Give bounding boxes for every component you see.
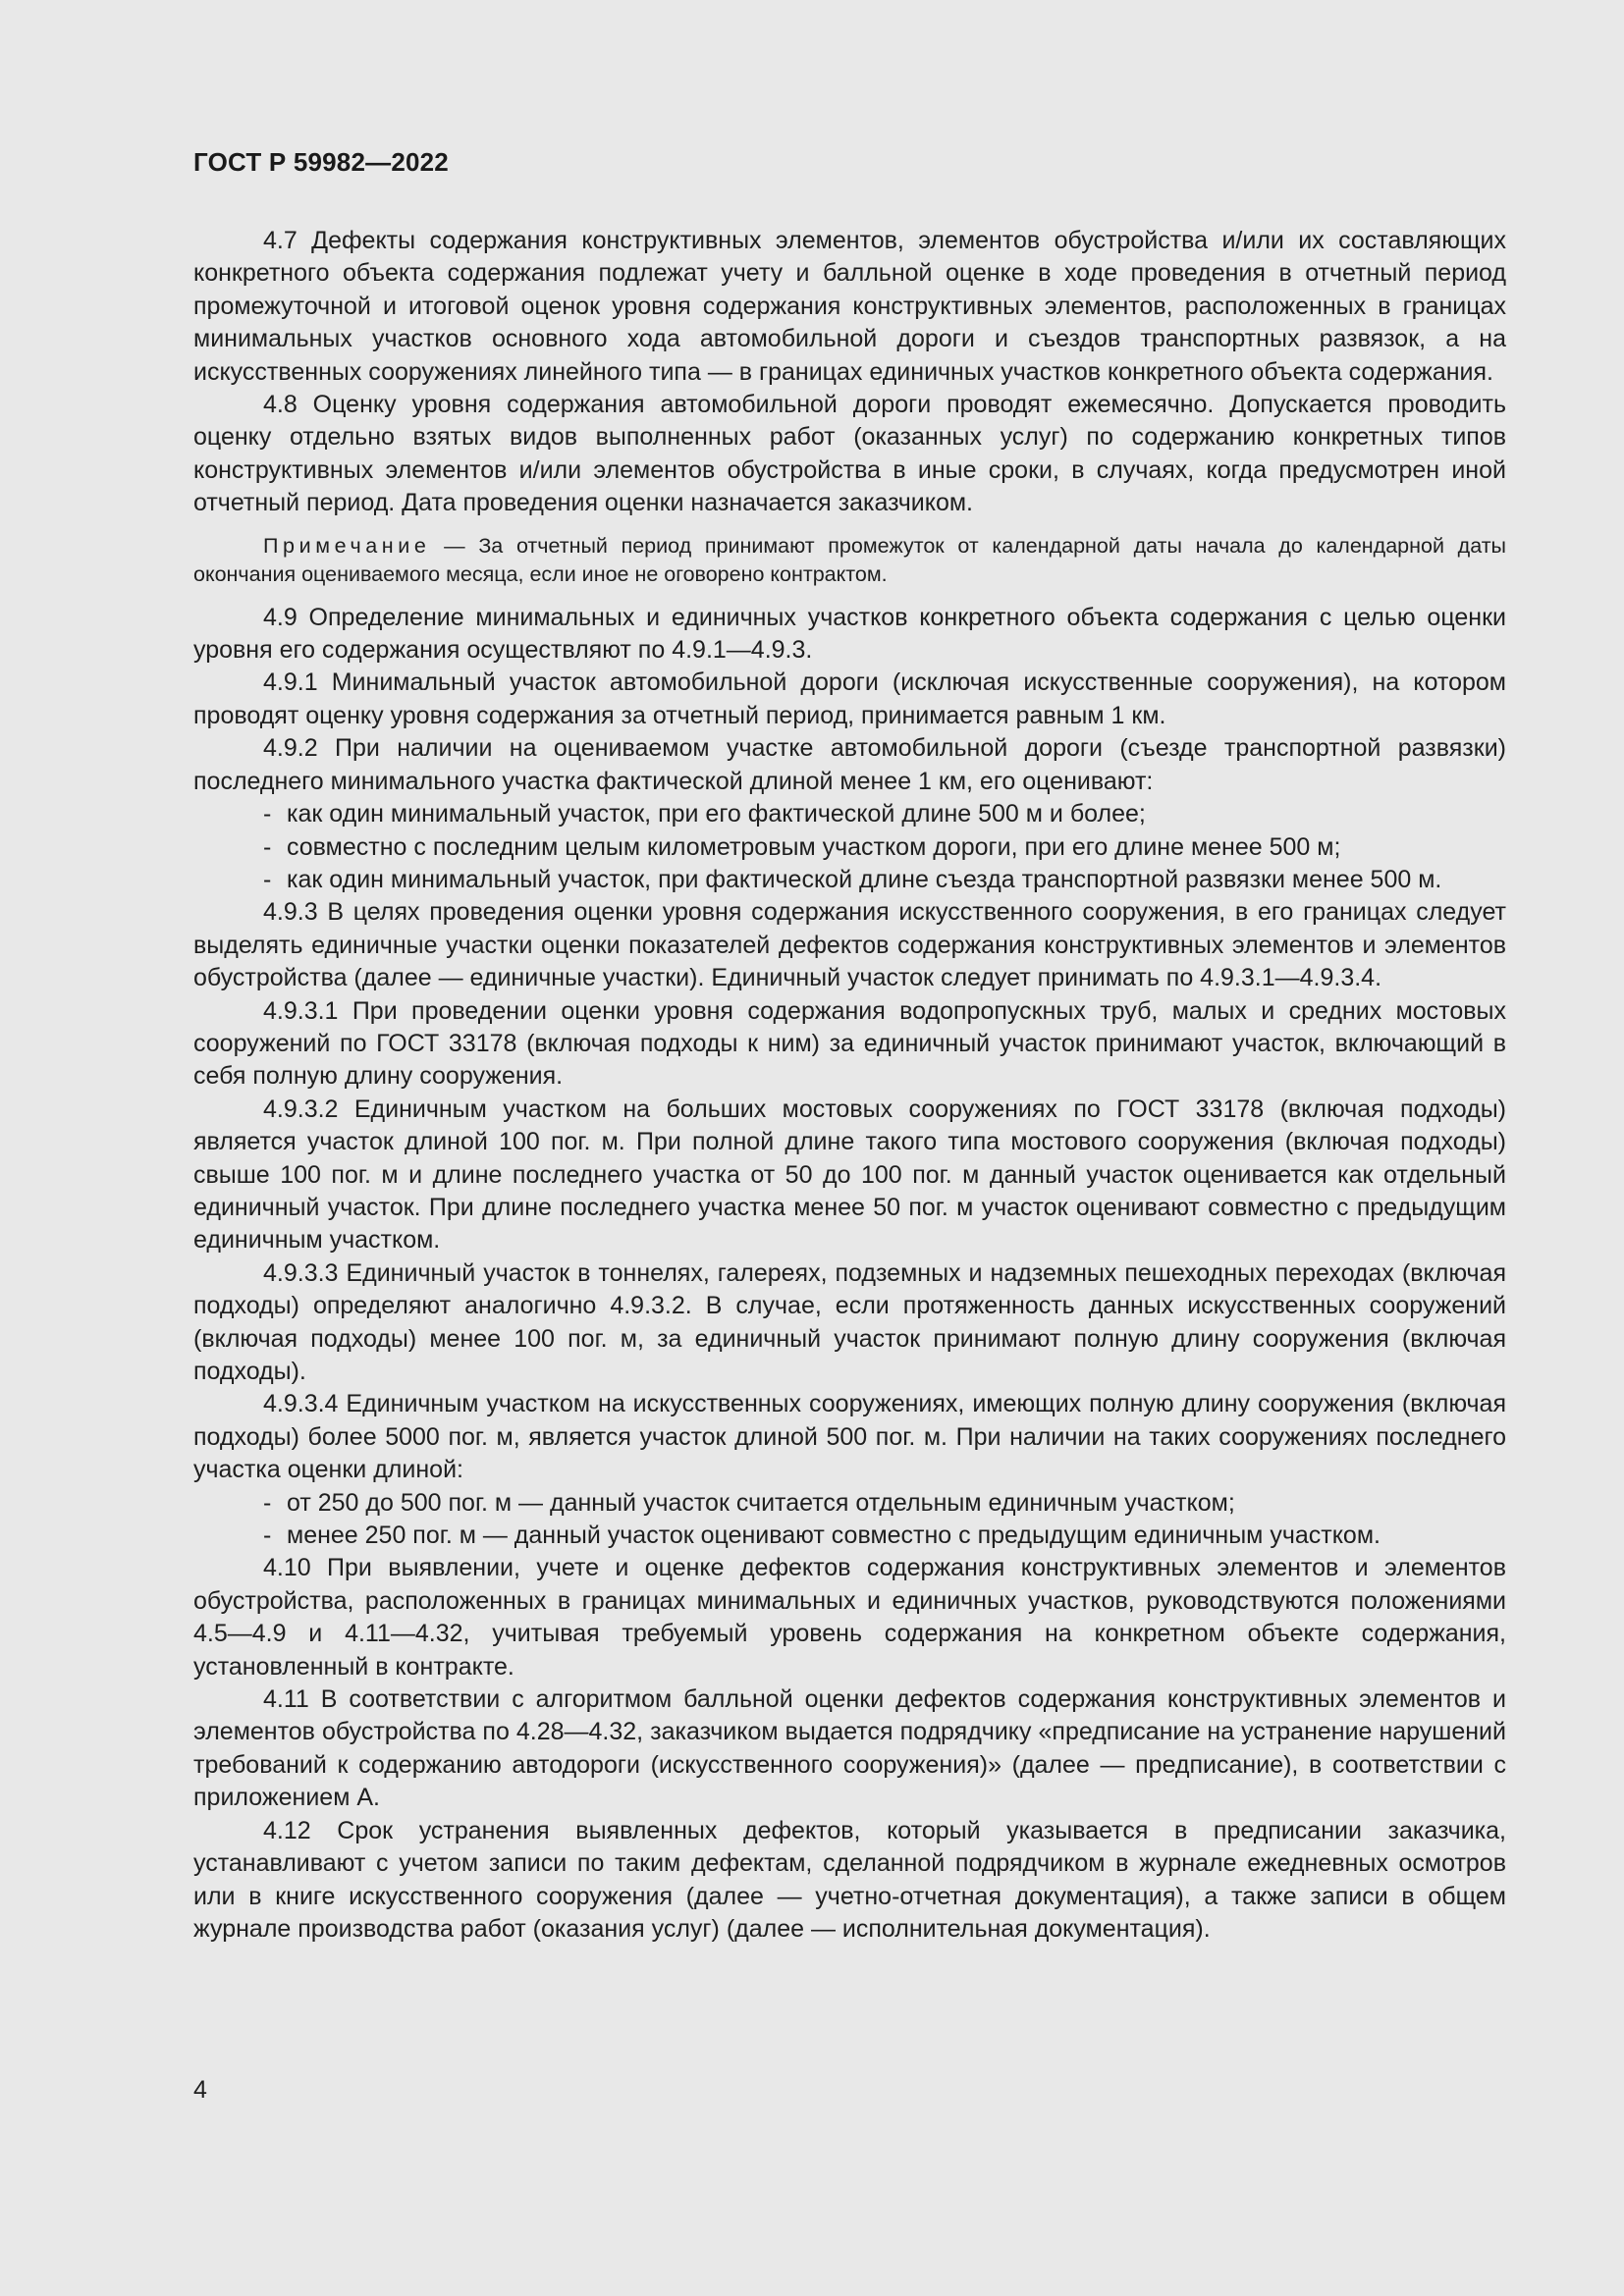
paragraph-4-10: 4.10 При выявлении, учете и оценке дефектов содержания конструктивных элементов и элементов обустройства, расположенных в границах минимальных и единичных участков, руководствуются положениями 4.5—4.9 и 4.11—4.32, учитывая требуемый уровень содержания на конкретном объекте содержания, установленный в контракте. — [193, 1554, 1506, 1681]
list-item: - совместно с последним целым километровым участком дороги, при его длине менее 500 м; — [193, 831, 1506, 864]
list-item: - как один минимальный участок, при его фактической длине 500 м и более; — [193, 798, 1506, 830]
document-body — [193, 225, 1506, 1946]
list-item: - от 250 до 500 пог. м — данный участок считается отдельным единичным участком; — [193, 1487, 1506, 1520]
paragraph-4-9-3: 4.9.3 В целях проведения оценки уровня содержания искусственного сооружения, в его границах следует выделять единичные участки оценки показателей дефектов содержания конструктивных элементов и элементов обустройства (далее — единичные участки). Единичный участок следует принимать по 4.9.3.1—4.9.3.4. — [193, 898, 1506, 992]
paragraph-4-8: 4.8 Оценку уровня содержания автомобильной дороги проводят ежемесячно. Допускается проводить оценку отдельно взятых видов выполненных работ (оказанных услуг) по содержанию конкретных типов конструктивных элементов и/или элементов обустройства в иные сроки, в случаях, когда предусмотрен иной отчетный период. Дата проведения оценки назначается заказчиком. — [193, 391, 1506, 517]
page-number: 4 — [193, 2076, 207, 2104]
list-marker: - — [263, 832, 272, 861]
paragraph-4-9-3-3: 4.9.3.3 Единичный участок в тоннелях, галереях, подземных и надземных пешеходных переходах (включая подходы) определяют аналогично 4.9.3.2. В случае, если протяженность данных искусственных сооружений (включая подходы) менее 100 пог. м, за единичный участок принимают полную длину сооружения (включая подходы). — [193, 1258, 1506, 1385]
list-marker: - — [263, 1488, 272, 1517]
paragraph-4-11: 4.11 В соответствии с алгоритмом балльной оценки дефектов содержания конструктивных элементов и элементов обустройства по 4.28—4.32, заказчиком выдается подрядчику «предписание на устранение нарушений требований к содержанию автодороги (искусственного сооружения)» (далее — предписание), в соответствии с приложением А. — [193, 1685, 1506, 1812]
paragraph-4-9-1: 4.9.1 Минимальный участок автомобильной дороги (исключая искусственные сооружения), на котором проводят оценку уровня содержания за отчетный период, принимается равным 1 км. — [193, 668, 1506, 729]
paragraph-4-7: 4.7 Дефекты содержания конструктивных элементов, элементов обустройства и/или их составляющих конкретного объекта содержания подлежат учету и балльной оценке в ходе проведения в отчетный период промежуточной и итоговой оценок уровня содержания конструктивных элементов, расположенных в границах минимальных участков основного хода автомобильной дороги и съездов транспортных развязок, а на искусственных сооружениях линейного типа — в границах единичных участков конкретного объекта содержания. — [193, 227, 1506, 386]
list-marker: - — [263, 800, 272, 828]
paragraph-4-9: 4.9 Определение минимальных и единичных участков конкретного объекта содержания с целью оценки уровня его содержания осуществляют по 4.9.1—4.9.3. — [193, 603, 1506, 665]
note — [193, 532, 1506, 589]
paragraph-4-9-3-1: 4.9.3.1 При проведении оценки уровня содержания водопропускных труб, малых и средних мостовых сооружений по ГОСТ 33178 (включая подходы к ним) за единичный участок принимают участок, включающий в себя полную длину сооружения. — [193, 996, 1506, 1091]
list-marker: - — [263, 865, 272, 893]
paragraph-4-9-2: 4.9.2 При наличии на оцениваемом участке автомобильной дороги (съезде транспортной развязки) последнего минимального участка фактической длиной менее 1 км, его оценивают: — [193, 734, 1506, 795]
paragraph-4-9-3-2: 4.9.3.2 Единичным участком на больших мостовых сооружениях по ГОСТ 33178 (включая подходы) является участок длиной 100 пог. м. При полной длине такого типа мостового сооружения (включая подходы) свыше 100 пог. м и длине последнего участка от 50 до 100 пог. м данный участок оценивается как отдельный единичный участок. При длине последнего участка менее 50 пог. м участок оценивают совместно с предыдущим единичным участком. — [193, 1095, 1506, 1255]
list-marker: - — [263, 1522, 272, 1550]
note-label: Примечание — [263, 533, 431, 558]
list-item: - как один минимальный участок, при фактической длине съезда транспортной развязки менее 500 м. — [193, 864, 1506, 896]
list-item: - менее 250 пог. м — данный участок оценивают совместно с предыдущим единичным участком. — [193, 1520, 1506, 1552]
paragraph-4-9-3-4: 4.9.3.4 Единичным участком на искусственных сооружениях, имеющих полную длину сооружения (включая подходы) более 5000 пог. м, является участок длиной 500 пог. м. При наличии на таких сооружениях последнего участка оценки длиной: — [193, 1390, 1506, 1484]
note-text: — За отчетный период принимают промежуток от календарной даты начала до календарной даты окончания оцениваемого месяца, если иное не оговорено контрактом. — [193, 533, 1506, 586]
document-header: ГОСТ Р 59982—2022 — [193, 147, 449, 177]
paragraph-4-12: 4.12 Срок устранения выявленных дефектов, который указывается в предписании заказчика, устанавливают с учетом записи по таким дефектам, сделанной подрядчиком в журнале ежедневных осмотров или в книге искусственного сооружения (далее — учетно-отчетная документация), а также записи в общем журнале производства работ (оказания услуг) (далее — исполнительная документация). — [193, 1816, 1506, 1943]
